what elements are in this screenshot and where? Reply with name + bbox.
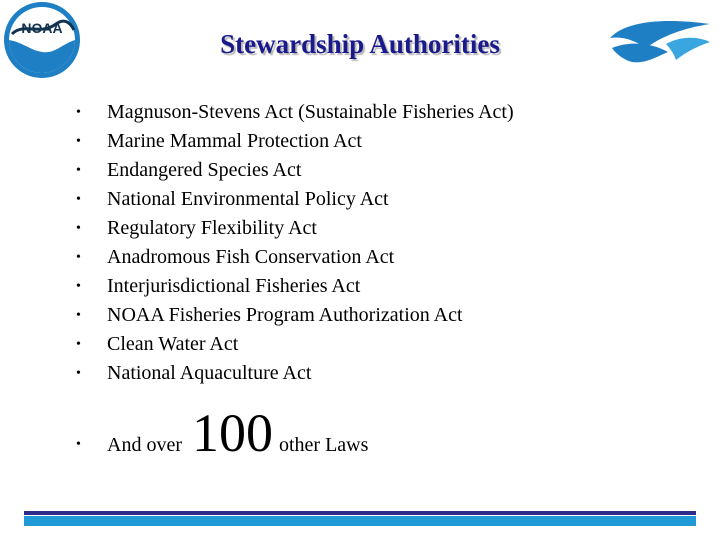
act-text: NOAA Fisheries Program Authorization Act: [107, 304, 463, 326]
footer-bar-light: [24, 516, 696, 526]
list-item: [76, 243, 514, 272]
act-text: Regulatory Flexibility Act: [107, 217, 317, 239]
acts-list: [76, 98, 514, 388]
act-text: Marine Mammal Protection Act: [107, 130, 362, 152]
act-text: Anadromous Fish Conservation Act: [107, 246, 395, 268]
act-text: Endangered Species Act: [107, 159, 302, 181]
list-item: [76, 272, 514, 301]
bullet-icon: •: [76, 366, 81, 381]
list-item: [76, 214, 514, 243]
act-text: National Aquaculture Act: [107, 362, 312, 384]
act-text: National Environmental Policy Act: [107, 188, 389, 210]
list-item: [76, 330, 514, 359]
page-title: Stewardship Authorities: [220, 29, 500, 59]
footer-bar-dark: [24, 511, 696, 515]
summary-prefix: And over: [107, 434, 182, 456]
act-text: Magnuson-Stevens Act (Sustainable Fisheries Act): [107, 101, 514, 123]
act-text: Clean Water Act: [107, 333, 239, 355]
bullet-icon: •: [76, 105, 81, 120]
noaa-logo-text: NOAA: [21, 20, 63, 36]
list-item: [76, 359, 514, 388]
list-item: [76, 127, 514, 156]
summary-suffix: other Laws: [278, 434, 369, 456]
summary-item: [76, 402, 368, 462]
bullet-icon: •: [76, 163, 81, 178]
bullet-icon: •: [76, 134, 81, 149]
bullet-icon: •: [76, 279, 81, 294]
bullet-icon: •: [76, 308, 81, 323]
list-item: [76, 301, 514, 330]
act-text: Interjurisdictional Fisheries Act: [107, 275, 361, 297]
list-item: [76, 98, 514, 127]
bullet-icon: •: [76, 250, 81, 265]
list-item: [76, 185, 514, 214]
summary-number: 100: [191, 403, 273, 463]
bullet-icon: •: [76, 192, 81, 207]
bullet-icon: •: [76, 337, 81, 352]
bullet-icon: •: [76, 437, 81, 452]
list-item: [76, 156, 514, 185]
bullet-icon: •: [76, 221, 81, 236]
